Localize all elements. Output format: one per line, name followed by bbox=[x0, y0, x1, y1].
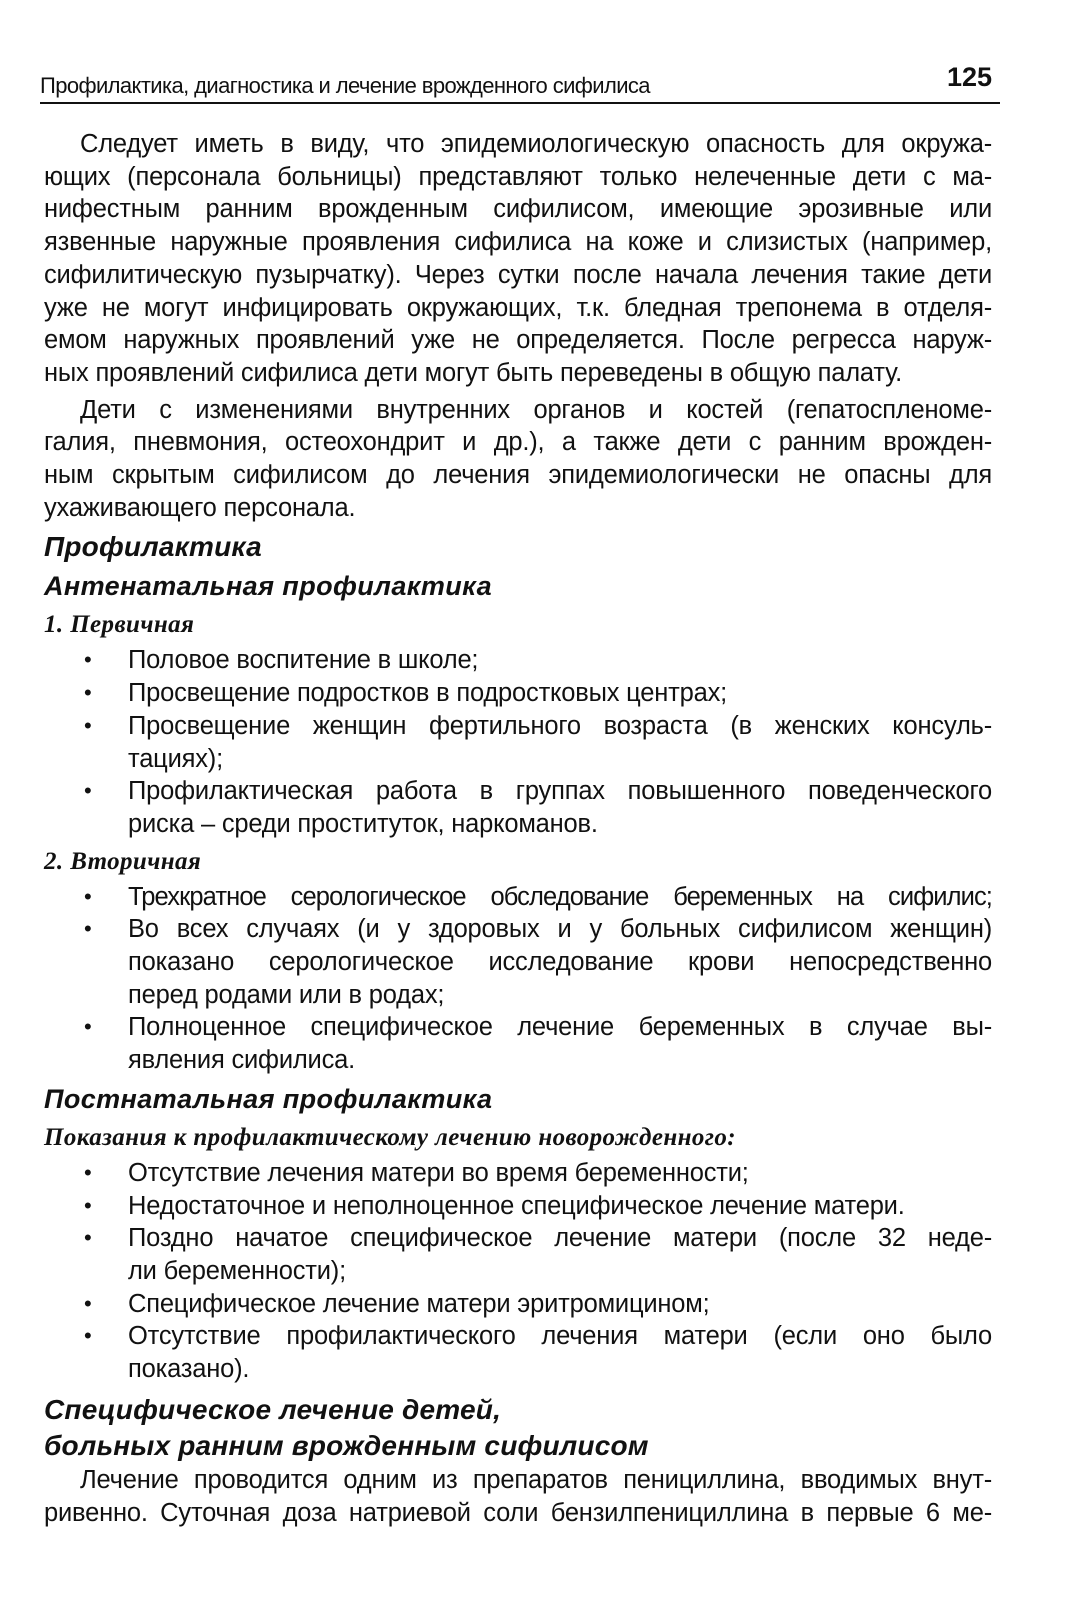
section-heading-treatment bbox=[44, 1392, 992, 1464]
list-item bbox=[44, 1190, 992, 1223]
text-line: нифестным ранним врожденным сифилисом, имеющие эрозивные или bbox=[44, 195, 992, 224]
text-line: галия, пневмония, остеохондрит и др.), а также дети с ранним врожден- bbox=[44, 428, 992, 457]
list-item bbox=[44, 1222, 992, 1287]
list-item bbox=[44, 775, 992, 840]
text-line: уже не могут инфицировать окружающих, т.к. бледная трепонема в отделя- bbox=[44, 293, 992, 322]
text-line: ли беременности); bbox=[128, 1256, 346, 1285]
text-line: Отсутствие профилактического лечения матери (если оно было bbox=[128, 1322, 992, 1351]
text-line: Специфическое лечение матери эритромицином; bbox=[128, 1289, 710, 1318]
text-line: Отсутствие лечения матери во время беременности; bbox=[128, 1158, 749, 1187]
paragraph-internal-organs bbox=[44, 394, 992, 525]
bullet-icon: • bbox=[84, 1323, 92, 1349]
bullet-icon: • bbox=[84, 712, 92, 738]
running-header bbox=[40, 58, 1000, 104]
text-line: Профилактическая работа в группах повышенного поведенческого bbox=[128, 777, 992, 806]
primary-prophylaxis-list bbox=[44, 644, 992, 840]
text-line: Следует иметь в виду, что эпидемиологическую опасность для окружа- bbox=[80, 130, 992, 158]
heading-line: Специфическое лечение детей, bbox=[44, 1393, 502, 1425]
text-line: риска – среди проституток, наркоманов. bbox=[128, 809, 598, 838]
list-item bbox=[44, 1288, 992, 1321]
indications-list bbox=[44, 1157, 992, 1386]
list-item bbox=[44, 1011, 992, 1076]
text-line: язвенные наружные проявления сифилиса на коже и слизистых (например, bbox=[44, 228, 992, 257]
bullet-icon: • bbox=[84, 1159, 92, 1185]
bullet-icon: • bbox=[84, 680, 92, 706]
bullet-icon: • bbox=[84, 647, 92, 673]
running-title: Профилактика, диагностика и лечение врожденного сифилиса bbox=[40, 73, 650, 98]
text-line: Половое воспитение в школе; bbox=[128, 646, 479, 675]
text-line: Дети с изменениями внутренних органов и костей (гепатоспленоме- bbox=[80, 395, 992, 424]
text-line: перед родами или в родах; bbox=[128, 980, 445, 1009]
text-line: емом наружных проявлений уже не определяется. После регресса наруж- bbox=[44, 326, 992, 355]
text-line: Полноценное специфическое лечение беременных в случае вы- bbox=[128, 1013, 992, 1042]
text-line: ным скрытым сифилисом до лечения эпидемиологически не опасны для bbox=[44, 461, 992, 490]
subsection-heading-antenatal: Антенатальная профилактика bbox=[44, 571, 492, 602]
list-item bbox=[44, 913, 992, 1011]
bullet-icon: • bbox=[84, 1192, 92, 1218]
bullet-icon: • bbox=[84, 916, 92, 942]
list-item bbox=[44, 644, 992, 677]
primary-prophylaxis-heading: 1. Первичная bbox=[44, 611, 195, 639]
text-line: Во всех случаях (и у здоровых и у больных сифилисом женщин) bbox=[128, 915, 992, 944]
heading-line: больных ранним врожденным сифилисом bbox=[44, 1429, 649, 1461]
bullet-icon: • bbox=[84, 883, 92, 909]
text-line: Трехкратное серологическое обследование беременных на сифилис; bbox=[128, 882, 992, 911]
secondary-prophylaxis-list bbox=[44, 881, 992, 1077]
bullet-icon: • bbox=[84, 1290, 92, 1316]
text-line: ухаживающего персонала. bbox=[44, 493, 356, 522]
bullet-icon: • bbox=[84, 1014, 92, 1040]
list-item bbox=[44, 677, 992, 710]
list-item bbox=[44, 710, 992, 775]
subsection-heading-postnatal: Постнатальная профилактика bbox=[44, 1083, 493, 1114]
indications-heading: Показания к профилактическому лечению новорожденного: bbox=[44, 1123, 737, 1151]
text-line: показано). bbox=[128, 1355, 250, 1384]
list-item bbox=[44, 881, 992, 914]
bullet-icon: • bbox=[84, 778, 92, 804]
list-item bbox=[44, 1320, 992, 1385]
text-line: показано серологическое исследование крови непосредственно bbox=[128, 948, 992, 977]
text-line: ривенно. Суточная доза натриевой соли бензилпенициллина в первые 6 ме- bbox=[44, 1498, 992, 1527]
text-line: Просвещение женщин фертильного возраста (в женских консуль- bbox=[128, 711, 992, 740]
text-line: сифилитическую пузырчатку). Через сутки после начала лечения такие дети bbox=[44, 260, 992, 289]
section-heading-prophylaxis: Профилактика bbox=[44, 531, 262, 563]
paragraph-epidemiological-risk bbox=[44, 128, 992, 390]
text-line: ющих (персонала больницы) представляют только нелеченные дети с ма- bbox=[44, 162, 992, 191]
text-line: Просвещение подростков в подростковых центрах; bbox=[128, 679, 728, 708]
list-item bbox=[44, 1157, 992, 1190]
text-line: явления сифилиса. bbox=[128, 1046, 356, 1075]
text-line: Поздно начатое специфическое лечение матери (после 32 неде- bbox=[128, 1224, 992, 1253]
bullet-icon: • bbox=[84, 1225, 92, 1251]
secondary-prophylaxis-heading: 2. Вторичная bbox=[44, 847, 202, 875]
paragraph-treatment bbox=[44, 1464, 992, 1529]
text-line: ных проявлений сифилиса дети могут быть переведены в общую палату. bbox=[44, 358, 902, 387]
page-number: 125 bbox=[946, 62, 992, 92]
page-body bbox=[44, 128, 992, 1533]
text-line: Недостаточное и неполноценное специфическое лечение матери. bbox=[128, 1191, 905, 1220]
text-line: тациях); bbox=[128, 744, 223, 773]
text-line: Лечение проводится одним из препаратов пенициллина, вводимых внут- bbox=[80, 1465, 992, 1494]
